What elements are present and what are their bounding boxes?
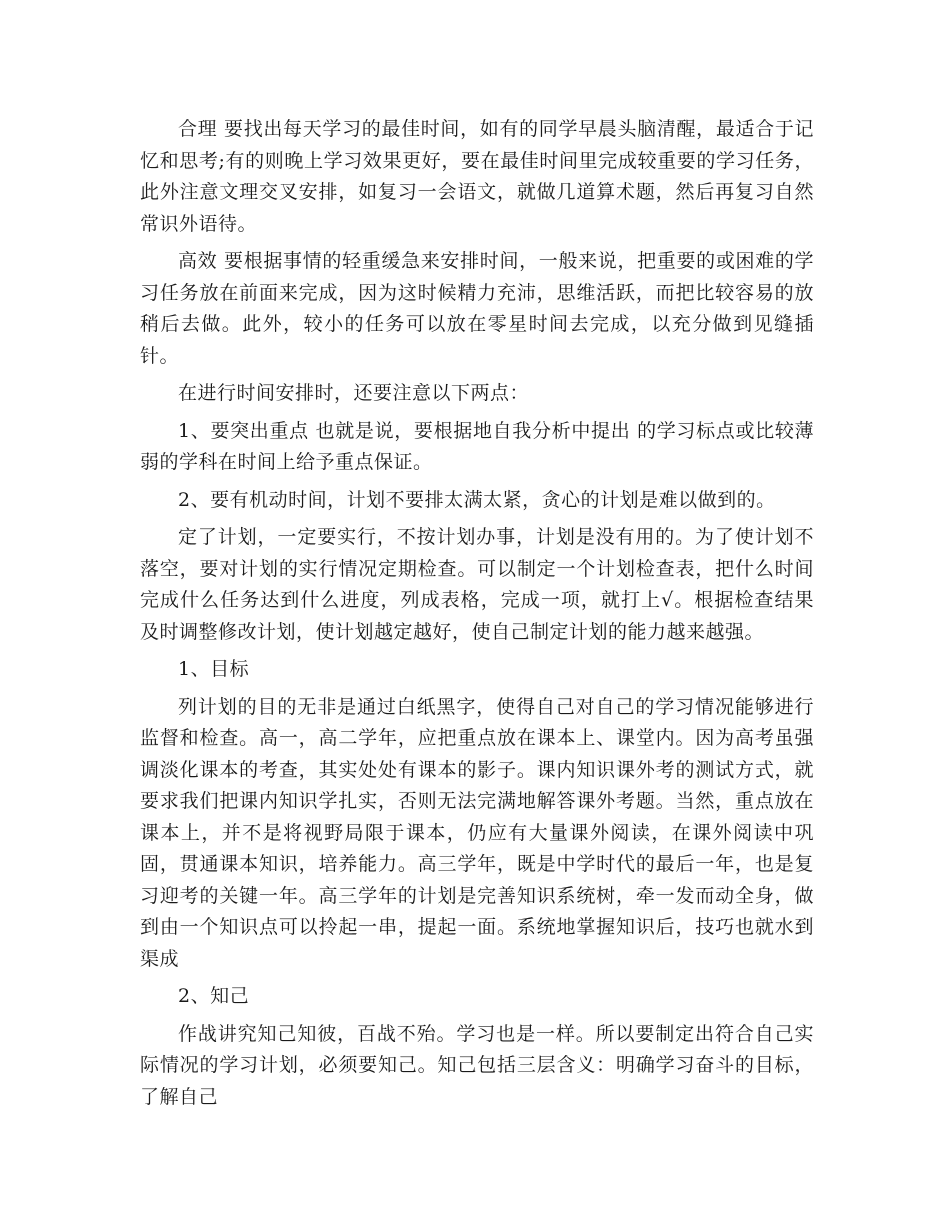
paragraph-efficiency: 高效 要根据事情的轻重缓急来安排时间，一般来说，把重要的或困难的学习任务放在前面来完成，因为这时候精力充沛，思维活跃，而把比较容易的放稍后去做。此外，较小的任务可以放在零星时间去完成，以充分做到见缝插针。 [140, 250, 814, 367]
paragraph-know-yourself-detail: 作战讲究知己知彼，百战不殆。学习也是一样。所以要制定出符合自己实际情况的学习计划，必须要知己。知己包括三层含义：明确学习奋斗的目标，了解自己 [140, 1022, 814, 1108]
paragraph-time-arrangement-intro: 在进行时间安排时，还要注意以下两点： [178, 382, 530, 404]
heading-know-yourself: 2、知己 [178, 985, 250, 1007]
document-body [140, 114, 814, 1119]
paragraph-reasonable-timing: 合理 要找出每天学习的最佳时间，如有的同学早晨头脑清醒，最适合于记忆和思考;有的则晚上学习效果更好，要在最佳时间里完成较重要的学习任务，此外注意文理交叉安排，如复习一会语文，就做几道算术题，然后再复习自然常识外语待。 [140, 118, 814, 235]
paragraph-point-2-flexible-time: 2、要有机动时间，计划不要排太满太紧，贪心的计划是难以做到的。 [178, 488, 776, 511]
paragraph-goal-detail: 列计划的目的无非是通过白纸黑字，使得自己对自己的学习情况能够进行监督和检查。高一，高二学年，应把重点放在课本上、课堂内。因为高考虽强调淡化课本的考查，其实处处有课本的影子。课内知识课外考的测试方式，就要求我们把课内知识学扎实，否则无法完满地解答课外考题。当然，重点放在课本上，并不是将视野局限于课本，仍应有大量课外阅读，在课外阅读中巩固，贯通课本知识，培养能力。高三学年，既是中学时代的最后一年，也是复习迎考的关键一年。高三学年的计划是完善知识系统树，牵一发而动全身，做到由一个知识点可以拎起一串，提起一面。系统地掌握知识后，技巧也就水到渠成 [140, 695, 814, 970]
heading-goal: 1、目标 [178, 658, 250, 680]
paragraph-plan-execution: 定了计划，一定要实行，不按计划办事，计划是没有用的。为了使计划不落空，要对计划的实行情况定期检查。可以制定一个计划检查表，把什么时间完成什么任务达到什么进度，列成表格，完成一项，就打上√。根据检查结果及时调整修改计划，使计划越定越好，使自己制定计划的能力越来越强。 [140, 526, 814, 643]
paragraph-point-1-focus: 1、要突出重点 也就是说，要根据地自我分析中提出 的学习标点或比较薄弱的学科在时间上给予重点保证。 [140, 419, 814, 473]
